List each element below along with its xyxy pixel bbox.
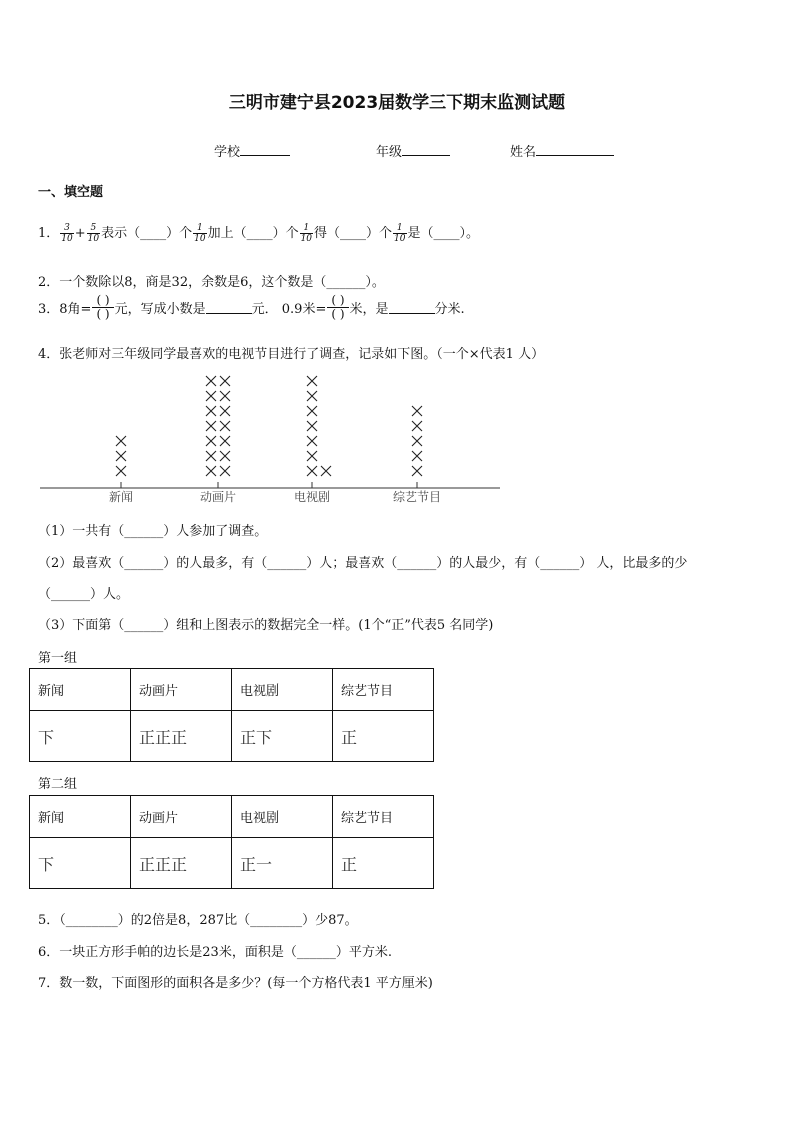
cross-mark [307,466,317,476]
cross-mark [307,436,317,446]
tally-cell: 正一 [232,838,333,889]
tally-cell: 下 [30,711,131,762]
cross-mark [307,406,317,416]
cross-mark [220,376,230,386]
cross-mark [412,436,422,446]
cross-mark [412,421,422,431]
cross-mark [116,466,126,476]
table-header: 综艺节目 [333,669,434,711]
fraction: $\frac{1}{10}$ [194,223,206,244]
q3-blank[interactable] [389,301,435,314]
category-label: 电视剧 [293,490,331,504]
cross-mark [412,451,422,461]
cross-mark [206,406,216,416]
table-header: 综艺节目 [333,796,434,838]
q3-text: 米，是 [349,302,389,317]
cross-mark [206,376,216,386]
cross-mark [220,421,230,431]
tally-cell: 正下 [232,711,333,762]
cross-mark [206,451,216,461]
cross-mark [307,421,317,431]
question-4-sub2-cont: （______）人。 [38,587,130,602]
tally-cell: 正 [333,838,434,889]
cross-mark [116,436,126,446]
group-1-label: 第一组 [38,651,78,666]
cross-mark [412,406,422,416]
cross-mark [307,391,317,401]
school-label: 学校 [214,145,241,160]
question-7: 7．数一数，下面图形的面积各是多少？(每一个方格代表1 平方厘米) [38,976,433,991]
cross-mark [206,421,216,431]
category-label: 综艺节目 [392,490,442,504]
table-header: 电视剧 [232,669,333,711]
paren-fraction: $\frac{( )}{( )}$ [92,294,113,321]
q1-number: 1． [38,226,60,241]
q1-text: 得（____）个 [314,226,393,241]
group-2-table [29,795,434,889]
cross-mark [220,406,230,416]
question-4-sub1: （1）一共有（______）人参加了调查。 [38,524,268,539]
name-blank[interactable] [536,142,614,156]
table-row [30,711,434,762]
q1-text: 是（____）。 [407,226,480,241]
page-title: 三明市建宁县2023届数学三下期末监测试题 [228,93,566,113]
cross-mark [307,376,317,386]
cross-mark [206,466,216,476]
question-6: 6．一块正方形手帕的边长是23米，面积是（______）平方米. [38,945,392,960]
table-header-row [30,796,434,838]
table-header: 新闻 [30,669,131,711]
paren-fraction: $\frac{( )}{( )}$ [327,294,348,321]
grade-label: 年级 [376,145,403,160]
q3-text: 3．8角= [38,302,92,317]
section-fill-in-blank: 一、填空题 [38,185,104,200]
question-5: 5．（________）的2倍是8，287比（________）少87。 [38,913,358,928]
group-2-label: 第二组 [38,777,78,792]
question-3 [38,294,465,321]
tally-cell: 下 [30,838,131,889]
question-4: 4．张老师对三年级同学最喜欢的电视节目进行了调查，记录如下图。（一个×代表1 人） [38,347,545,362]
table-header: 动画片 [131,669,232,711]
q1-text: 表示（____）个 [101,226,193,241]
question-2: 2．一个数除以8，商是32，余数是6，这个数是（______）。 [38,275,385,290]
school-field [214,141,290,160]
cross-mark [116,451,126,461]
question-4-sub3: （3）下面第（______）组和上图表示的数据完全一样。(1个“正”代表5 名同学) [38,618,494,633]
cross-mark [206,391,216,401]
fraction: $\frac{3}{10}$ [61,223,73,244]
category-label: 新闻 [108,490,134,504]
fraction: $\frac{5}{10}$ [87,223,100,244]
q3-text: 元． 0.9米= [251,302,327,317]
name-label: 姓名 [510,145,537,160]
tally-cell: 正 [333,711,434,762]
cross-mark [220,391,230,401]
table-header-row [30,669,434,711]
table-header: 新闻 [30,796,131,838]
q3-text: 分米. [434,302,465,317]
group-1-table [29,668,434,762]
grade-blank[interactable] [402,142,450,156]
cross-mark [307,451,317,461]
school-blank[interactable] [240,142,290,156]
name-field [510,141,614,160]
tally-cell: 正正正 [131,711,232,762]
q1-text: 加上（____）个 [207,226,299,241]
category-label: 动画片 [199,490,237,504]
fraction: $\frac{1}{10}$ [300,223,313,244]
tally-cell: 正正正 [131,838,232,889]
q3-text: 元，写成小数是 [114,302,206,317]
cross-mark [412,466,422,476]
question-4-sub2: （2）最喜欢（______）的人最多，有（______）人；最喜欢（______）的人最少，有（______） 人，比最多的少 [38,556,688,571]
table-header: 电视剧 [232,796,333,838]
table-row [30,838,434,889]
cross-mark [220,436,230,446]
cross-mark [206,436,216,446]
q3-blank[interactable] [206,301,252,314]
cross-mark [220,466,230,476]
fraction: $\frac{1}{10}$ [394,223,406,244]
cross-mark [321,466,331,476]
table-header: 动画片 [131,796,232,838]
plus-sign: + [74,226,86,241]
question-1 [38,222,479,244]
pictograph-chart [40,370,510,510]
grade-field [376,141,450,160]
cross-mark [220,451,230,461]
